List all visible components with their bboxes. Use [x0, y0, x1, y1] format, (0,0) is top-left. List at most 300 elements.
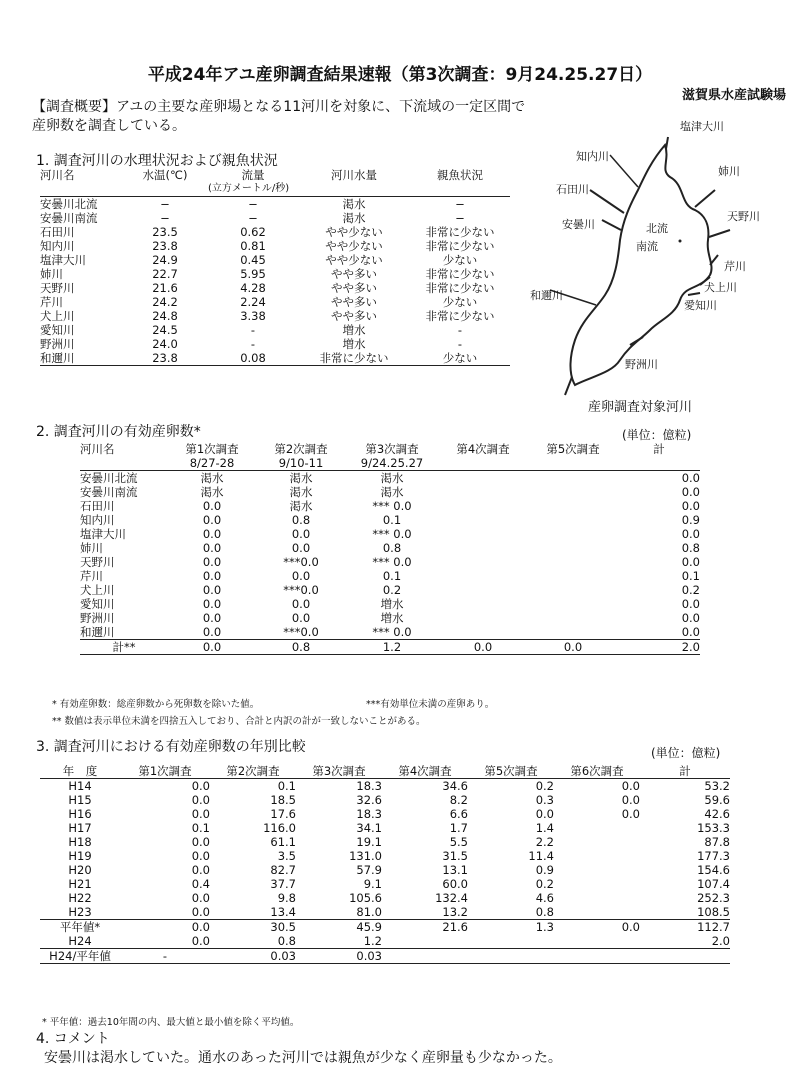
- table-cell: 0.1: [382, 569, 402, 583]
- section1-heading: 1. 調査河川の水理状況および親魚状況: [36, 153, 278, 169]
- table-cell: 0.0: [202, 625, 222, 639]
- table-cell: [528, 485, 618, 499]
- table-cell: 0.1: [382, 513, 402, 527]
- table-cell: 42.6: [704, 807, 730, 821]
- table-cell: 4.28: [240, 281, 266, 295]
- map-label-echi: 愛知川: [684, 299, 717, 312]
- s3-header-cell: 第5次調査: [484, 764, 538, 778]
- table-cell: 渇水: [342, 197, 366, 211]
- page-title: 平成24年アユ産卵調査結果速報（第3次調査：9月24.25.27日）: [147, 65, 653, 85]
- table-cell: -: [120, 949, 210, 964]
- table-cell: 安曇川北流: [80, 471, 138, 485]
- s2-note-1a: * 有効産卵数：総産卵数から死卵数を除いた値。: [52, 699, 260, 710]
- table-cell: [438, 513, 528, 527]
- table-cell: 4.6: [535, 891, 554, 905]
- table-cell: 非常に少ない: [425, 309, 495, 323]
- yearly-h24-row: [40, 934, 730, 949]
- yearly-row: [40, 835, 730, 849]
- table-cell: 0.8: [291, 513, 311, 527]
- table-cell: 渇水: [380, 471, 404, 485]
- table-cell: 0.08: [208, 351, 298, 366]
- table-cell: 0.0: [681, 499, 700, 513]
- table-cell: 天野川: [80, 555, 115, 569]
- table-cell: 0.3: [535, 793, 554, 807]
- map-label-ado: 安曇川: [562, 218, 595, 231]
- table-cell: 渇水: [200, 485, 224, 499]
- table-cell: 渇水: [289, 471, 313, 485]
- table-cell: −: [455, 211, 465, 225]
- effective-eggs-total-row: [80, 640, 700, 655]
- table-cell: H17: [68, 821, 92, 835]
- lake-outline: [570, 145, 711, 385]
- effective-eggs-row: [80, 597, 700, 611]
- table-cell: 芹川: [40, 295, 63, 309]
- table-cell: 61.1: [270, 835, 296, 849]
- table-cell: [528, 541, 618, 555]
- table-cell: 0.0: [191, 793, 210, 807]
- water-condition-row: [40, 197, 510, 212]
- table-cell: 0.0: [191, 849, 210, 863]
- table-cell: 9.8: [277, 891, 296, 905]
- table-cell: 0.2: [681, 583, 700, 597]
- s1-header-river: 河川名: [40, 168, 75, 182]
- overview: [32, 98, 532, 136]
- table-cell: 0.0: [535, 807, 554, 821]
- table-cell: やや多い: [331, 267, 377, 281]
- table-cell: 87.8: [704, 835, 730, 849]
- table-cell: 252.3: [697, 891, 730, 905]
- map-caption: 産卵調査対象河川: [588, 400, 693, 415]
- table-cell: 安曇川北流: [40, 197, 98, 211]
- table-cell: 計**: [80, 640, 168, 655]
- table-cell: 0.03: [296, 949, 382, 964]
- table-cell: 2.0: [640, 934, 730, 949]
- yearly-row: [40, 793, 730, 807]
- s2-header-cell: 第4次調査: [456, 442, 510, 456]
- table-cell: 18.3: [356, 779, 382, 793]
- effective-eggs-row: [80, 625, 700, 640]
- table-cell: 塩津大川: [80, 527, 126, 541]
- table-cell: 0.0: [291, 541, 311, 555]
- table-cell: 21.6: [152, 281, 178, 295]
- table-cell: *** 0.0: [372, 625, 412, 639]
- table-cell: 11.4: [528, 849, 554, 863]
- table-cell: 0.0: [202, 541, 222, 555]
- table-cell: [468, 949, 554, 964]
- table-cell: 0.0: [120, 920, 210, 935]
- s3-header-cell: 第4次調査: [398, 764, 452, 778]
- table-cell: 23.8: [152, 239, 178, 253]
- table-cell: 安曇川南流: [80, 485, 138, 499]
- table-cell: 60.0: [442, 877, 468, 891]
- table-cell: 0.0: [191, 779, 210, 793]
- table-cell: 0.0: [681, 625, 700, 639]
- table-cell: 53.2: [704, 779, 730, 793]
- table-cell: 非常に少ない: [425, 239, 495, 253]
- map-label-north: 北流: [646, 222, 668, 235]
- table-cell: *** 0.0: [372, 527, 412, 541]
- table-cell: 13.2: [442, 905, 468, 919]
- table-cell: 0.0: [438, 640, 528, 655]
- s3-header-cell: 第1次調査: [138, 764, 192, 778]
- table-cell: 13.4: [270, 905, 296, 919]
- table-cell: H14: [68, 779, 92, 793]
- table-cell: 0.0: [621, 793, 640, 807]
- table-cell: [640, 949, 730, 964]
- table-cell: やや少ない: [325, 253, 383, 267]
- yearly-average-row: [40, 920, 730, 935]
- table-cell: 非常に少ない: [425, 225, 495, 239]
- table-cell: やや多い: [331, 295, 377, 309]
- table-cell: H19: [68, 849, 92, 863]
- yearly-row: [40, 891, 730, 905]
- table-cell: H20: [68, 863, 92, 877]
- table-cell: 108.5: [697, 905, 730, 919]
- table-cell: [438, 471, 528, 486]
- table-cell: 0.0: [621, 779, 640, 793]
- table-cell: 9.1: [363, 877, 382, 891]
- section3-heading: 3. 調査河川における有効産卵数の年別比較: [36, 739, 306, 755]
- effective-eggs-row: [80, 513, 700, 527]
- table-cell: 1.7: [449, 821, 468, 835]
- table-cell: [528, 569, 618, 583]
- map-label-south: 南流: [636, 240, 658, 253]
- table-cell: 2.0: [618, 640, 700, 655]
- table-cell: 芹川: [80, 569, 103, 583]
- table-cell: 19.1: [356, 835, 382, 849]
- s1-header-parent: 親魚状況: [437, 168, 483, 182]
- table-cell: 131.0: [349, 849, 382, 863]
- table-cell: 石田川: [80, 499, 115, 513]
- table-cell: 0.0: [681, 555, 700, 569]
- table-cell: 31.5: [442, 849, 468, 863]
- map-label-wani: 和邇川: [530, 289, 563, 302]
- table-cell: 153.3: [697, 821, 730, 835]
- table-cell: [528, 499, 618, 513]
- effective-eggs-row: [80, 485, 700, 499]
- table-cell: [528, 625, 618, 640]
- yearly-row: [40, 905, 730, 920]
- table-cell: −: [160, 211, 170, 225]
- table-cell: 105.6: [349, 891, 382, 905]
- table-cell: 愛知川: [40, 323, 75, 337]
- table-cell: H21: [68, 877, 92, 891]
- table-cell: 0.8: [535, 905, 554, 919]
- table-cell: 0.0: [202, 583, 222, 597]
- table-cell: 23.5: [152, 225, 178, 239]
- s2-header-cell: 第5次調査: [546, 442, 600, 456]
- table-cell: 3.5: [277, 849, 296, 863]
- s2-date-cell: 8/27-28: [189, 456, 235, 470]
- table-cell: 0.2: [535, 779, 554, 793]
- yearly-row: [40, 779, 730, 794]
- table-cell: [438, 597, 528, 611]
- table-cell: 2.24: [240, 295, 266, 309]
- table-cell: -: [250, 337, 256, 351]
- table-cell: 32.6: [356, 793, 382, 807]
- table-cell: 24.9: [152, 253, 178, 267]
- table-cell: 増水: [380, 597, 404, 611]
- table-cell: 野洲川: [80, 611, 115, 625]
- table-cell: 3.38: [240, 309, 266, 323]
- water-condition-row: [40, 351, 510, 366]
- effective-eggs-row: [80, 541, 700, 555]
- table-cell: 5.5: [449, 835, 468, 849]
- table-cell: 6.6: [449, 807, 468, 821]
- table-cell: 犬上川: [80, 583, 115, 597]
- table-cell: [468, 934, 554, 949]
- effective-eggs-row: [80, 611, 700, 625]
- s3-note: * 平年値：過去10年間の内、最大値と最小値を除く平均値。: [42, 1017, 300, 1028]
- comment-text: 安曇川は渇水していた。通水のあった河川では親魚が少なく産卵量も少なかった。: [44, 1050, 562, 1066]
- table-cell: 犬上川: [40, 309, 75, 323]
- table-cell: 0.0: [202, 513, 222, 527]
- table-cell: ***0.0: [283, 555, 319, 569]
- map-label-chinai: 知内川: [576, 150, 609, 163]
- table-cell: 1.2: [346, 640, 438, 655]
- table-cell: H23: [68, 905, 92, 919]
- table-cell: 渇水: [289, 485, 313, 499]
- table-cell: −: [455, 197, 465, 211]
- table-cell: 21.6: [382, 920, 468, 935]
- table-cell: 5.95: [240, 267, 266, 281]
- table-cell: 13.1: [442, 863, 468, 877]
- table-cell: 18.3: [356, 807, 382, 821]
- table-cell: 0.2: [535, 877, 554, 891]
- map-label-inukami: 犬上川: [704, 281, 737, 294]
- table-cell: [438, 527, 528, 541]
- table-cell: 0.8: [210, 934, 296, 949]
- table-cell: 24.8: [152, 309, 178, 323]
- table-cell: 0.8: [382, 541, 402, 555]
- table-cell: 34.1: [356, 821, 382, 835]
- table-cell: 1.2: [296, 934, 382, 949]
- water-condition-row: [40, 281, 510, 295]
- table-cell: 0.0: [528, 640, 618, 655]
- effective-eggs-row: [80, 527, 700, 541]
- table-cell: [554, 835, 640, 849]
- s3-header-cell: 第2次調査: [226, 764, 280, 778]
- s3-header-cell: 第3次調査: [312, 764, 366, 778]
- overview-label: 【調査概要】: [32, 99, 116, 115]
- table-cell: 知内川: [80, 513, 115, 527]
- table-cell: H16: [68, 807, 92, 821]
- table-cell: −: [248, 211, 258, 225]
- table-cell: [554, 849, 640, 863]
- table-cell: 0.0: [681, 527, 700, 541]
- table-cell: 渇水: [200, 471, 224, 485]
- map-label-yasu: 野洲川: [625, 358, 658, 371]
- table-cell: 0.0: [191, 863, 210, 877]
- table-cell: 非常に少ない: [425, 281, 495, 295]
- table-cell: 112.7: [640, 920, 730, 935]
- table-cell: 107.4: [697, 877, 730, 891]
- table-cell: 増水: [380, 611, 404, 625]
- table-cell: *** 0.0: [372, 499, 412, 513]
- table-cell: 知内川: [40, 239, 75, 253]
- map-label-shiotsu: 塩津大川: [680, 120, 724, 133]
- s1-header-volume: 河川水量: [331, 168, 377, 182]
- effective-eggs-row: [80, 471, 700, 486]
- water-condition-row: [40, 211, 510, 225]
- table-cell: 0.0: [681, 611, 700, 625]
- table-cell: 0.9: [535, 863, 554, 877]
- s2-header-cell: 第1次調査: [185, 442, 239, 456]
- table-cell: 24.5: [152, 323, 178, 337]
- table-cell: [528, 597, 618, 611]
- table-cell: 24.0: [152, 337, 178, 351]
- table-cell: 37.7: [270, 877, 296, 891]
- table-cell: -: [250, 323, 256, 337]
- s2-header-cell: 第3次調査: [365, 442, 419, 456]
- table-cell: [438, 499, 528, 513]
- table-cell: -: [457, 323, 463, 337]
- table-cell: 0.0: [191, 905, 210, 919]
- table-cell: [554, 877, 640, 891]
- yearly-row: [40, 863, 730, 877]
- s2-header-cell: 河川名: [80, 442, 115, 456]
- effective-eggs-row: [80, 583, 700, 597]
- table-cell: 姉川: [40, 267, 63, 281]
- water-condition-row: [40, 337, 510, 351]
- table-cell: [438, 625, 528, 640]
- s1-header-flow: 流量: [241, 168, 265, 182]
- table-cell: [528, 471, 618, 486]
- table-cell: 0.0: [554, 920, 640, 935]
- table-cell: [438, 485, 528, 499]
- table-cell: やや少ない: [325, 225, 383, 239]
- water-condition-row: [40, 309, 510, 323]
- table-cell: 非常に少ない: [298, 351, 410, 366]
- yearly-row: [40, 849, 730, 863]
- table-cell: -: [457, 337, 463, 351]
- table-cell: 石田川: [40, 225, 75, 239]
- table-cell: 0.0: [291, 611, 311, 625]
- water-condition-row: [40, 253, 510, 267]
- table-cell: ***0.0: [283, 625, 319, 639]
- s1-header-temp: 水温(℃): [142, 168, 188, 182]
- table-cell: 59.6: [704, 793, 730, 807]
- table-cell: [438, 611, 528, 625]
- table-cell: 30.5: [210, 920, 296, 935]
- table-cell: −: [248, 197, 258, 211]
- table-cell: 116.0: [263, 821, 296, 835]
- effective-eggs-row: [80, 499, 700, 513]
- table-cell: 和邇川: [80, 625, 115, 639]
- table-cell: 0.0: [291, 569, 311, 583]
- table-cell: 渇水: [342, 211, 366, 225]
- table-cell: 154.6: [697, 863, 730, 877]
- table-cell: 0.1: [681, 569, 700, 583]
- table-cell: 57.9: [356, 863, 382, 877]
- table-cell: [554, 891, 640, 905]
- table-cell: [554, 905, 640, 920]
- table-cell: [554, 821, 640, 835]
- water-condition-table: [40, 168, 510, 366]
- table-cell: 0.0: [202, 611, 222, 625]
- map-label-amano: 天野川: [727, 210, 760, 223]
- table-cell: やや少ない: [325, 239, 383, 253]
- table-cell: 0.0: [681, 597, 700, 611]
- table-cell: 82.7: [270, 863, 296, 877]
- table-cell: 非常に少ない: [425, 267, 495, 281]
- organization-name: 滋賀県水産試験場: [681, 88, 786, 103]
- table-cell: 81.0: [356, 905, 382, 919]
- table-cell: [382, 949, 468, 964]
- table-cell: やや多い: [331, 309, 377, 323]
- section2-heading: 2. 調査河川の有効産卵数*: [36, 424, 201, 440]
- table-cell: 安曇川南流: [40, 211, 98, 225]
- table-cell: 1.4: [535, 821, 554, 835]
- s3-header-cell: 年 度: [62, 764, 98, 778]
- s1-flow-unit: (立方メートル/秒): [208, 183, 290, 194]
- table-cell: 23.8: [122, 351, 208, 366]
- table-cell: 0.9: [681, 513, 700, 527]
- table-cell: 野洲川: [40, 337, 75, 351]
- table-cell: [554, 934, 640, 949]
- table-cell: [438, 583, 528, 597]
- s2-date-cell: 9/24.25.27: [360, 456, 424, 470]
- table-cell: [528, 513, 618, 527]
- table-cell: 0.45: [240, 253, 266, 267]
- table-cell: 0.0: [120, 934, 210, 949]
- overview-text: アユの主要な産卵場となる11河川を対象に、下流域の一定区間で産卵数を調査している。: [32, 99, 526, 134]
- map-label-ishida: 石田川: [556, 183, 589, 196]
- table-cell: 0.1: [277, 779, 296, 793]
- table-cell: H22: [68, 891, 92, 905]
- table-cell: [438, 555, 528, 569]
- table-cell: 1.3: [468, 920, 554, 935]
- s2-note-2: ** 数値は表示単位未満を四捨五入しており、合計と内訳の計が一致しないことがある。: [52, 716, 426, 727]
- table-cell: 18.5: [270, 793, 296, 807]
- table-cell: [528, 527, 618, 541]
- table-cell: H24: [40, 934, 120, 949]
- table-cell: 0.81: [240, 239, 266, 253]
- section2-unit: (単位：億粒): [622, 428, 692, 442]
- table-cell: 0.03: [210, 949, 296, 964]
- water-condition-row: [40, 295, 510, 309]
- table-cell: 0.0: [202, 569, 222, 583]
- table-cell: 0.8: [256, 640, 346, 655]
- effective-eggs-row: [80, 569, 700, 583]
- s3-header-cell: 第6次調査: [570, 764, 624, 778]
- table-cell: [554, 949, 640, 964]
- table-cell: 34.6: [442, 779, 468, 793]
- table-cell: H15: [68, 793, 92, 807]
- table-cell: [382, 934, 468, 949]
- table-cell: 0.0: [681, 485, 700, 499]
- yearly-row: [40, 877, 730, 891]
- yearly-ratio-row: [40, 949, 730, 964]
- table-cell: 渇水: [289, 499, 313, 513]
- effective-eggs-table: [80, 442, 700, 655]
- table-cell: 天野川: [40, 281, 75, 295]
- s3-header-cell: 計: [679, 764, 691, 778]
- table-cell: 132.4: [435, 891, 468, 905]
- table-cell: −: [160, 197, 170, 211]
- s2-date-cell: 9/10-11: [278, 456, 324, 470]
- table-cell: ***0.0: [283, 583, 319, 597]
- section4-heading: 4. コメント: [36, 1031, 110, 1047]
- table-cell: 愛知川: [80, 597, 115, 611]
- table-cell: 増水: [342, 337, 366, 351]
- table-cell: 0.0: [621, 807, 640, 821]
- table-cell: 0.0: [202, 527, 222, 541]
- table-cell: 0.0: [191, 807, 210, 821]
- yearly-comparison-table: [40, 764, 730, 964]
- table-cell: 0.2: [382, 583, 402, 597]
- water-condition-row: [40, 239, 510, 253]
